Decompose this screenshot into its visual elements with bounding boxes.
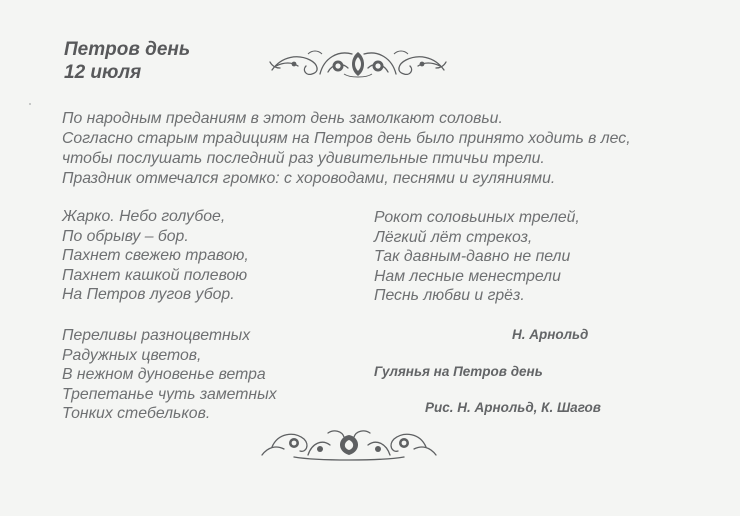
poem-line: Так давным-давно не пели	[374, 248, 571, 266]
poem-stanza-2	[62, 326, 277, 424]
poem-stanza-1	[62, 207, 249, 305]
poem-line: Трепетанье чуть заметных	[62, 385, 277, 403]
page-title	[64, 38, 190, 84]
title-line-holiday: Петров день	[64, 39, 191, 60]
poem-line: Тонких стебельков.	[62, 405, 211, 423]
floral-ornament-bottom-icon	[258, 425, 440, 463]
poem-line: Жарко. Небо голубое,	[62, 208, 226, 225]
intro-line: чтобы послушать последний раз удивительные птичьи трели.	[62, 150, 545, 167]
poem-author: Н. Арнольд	[512, 327, 589, 342]
poem-stanza-3	[374, 208, 580, 306]
poem-line: В нежном дуновенье ветра	[62, 366, 266, 384]
poem-line: Песнь любви и грёз.	[374, 287, 525, 305]
illustration-title: Гулянья на Петров день	[374, 364, 543, 379]
illustration-credits: Рис. Н. Арнольд, К. Шагов	[425, 400, 601, 415]
title-line-date: 12 июля	[64, 62, 142, 83]
paper-speck	[29, 103, 31, 105]
poem-line: На Петров лугов убор.	[62, 286, 235, 304]
poem-line: Радужных цветов,	[62, 346, 202, 364]
poem-line: Нам лесные менестрели	[374, 267, 561, 285]
poem-line: Пахнет свежею травою,	[62, 247, 249, 265]
poem-line: Пахнет кашкой полевою	[62, 266, 248, 284]
poem-line: По обрыву – бор.	[62, 227, 189, 245]
poem-line: Переливы разноцветных	[62, 327, 251, 344]
intro-line: Согласно старым традициям на Петров день было принято ходить в лес,	[62, 130, 631, 147]
intro-paragraph	[62, 109, 712, 189]
poem-line: Рокот соловьиных трелей,	[374, 209, 580, 226]
floral-ornament-top-icon	[268, 44, 448, 80]
intro-line: По народным преданиям в этот день замолкают соловьи.	[62, 110, 503, 127]
poem-line: Лёгкий лёт стрекоз,	[374, 228, 533, 246]
intro-line: Праздник отмечался громко: с хороводами, песнями и гуляниями.	[62, 170, 556, 187]
